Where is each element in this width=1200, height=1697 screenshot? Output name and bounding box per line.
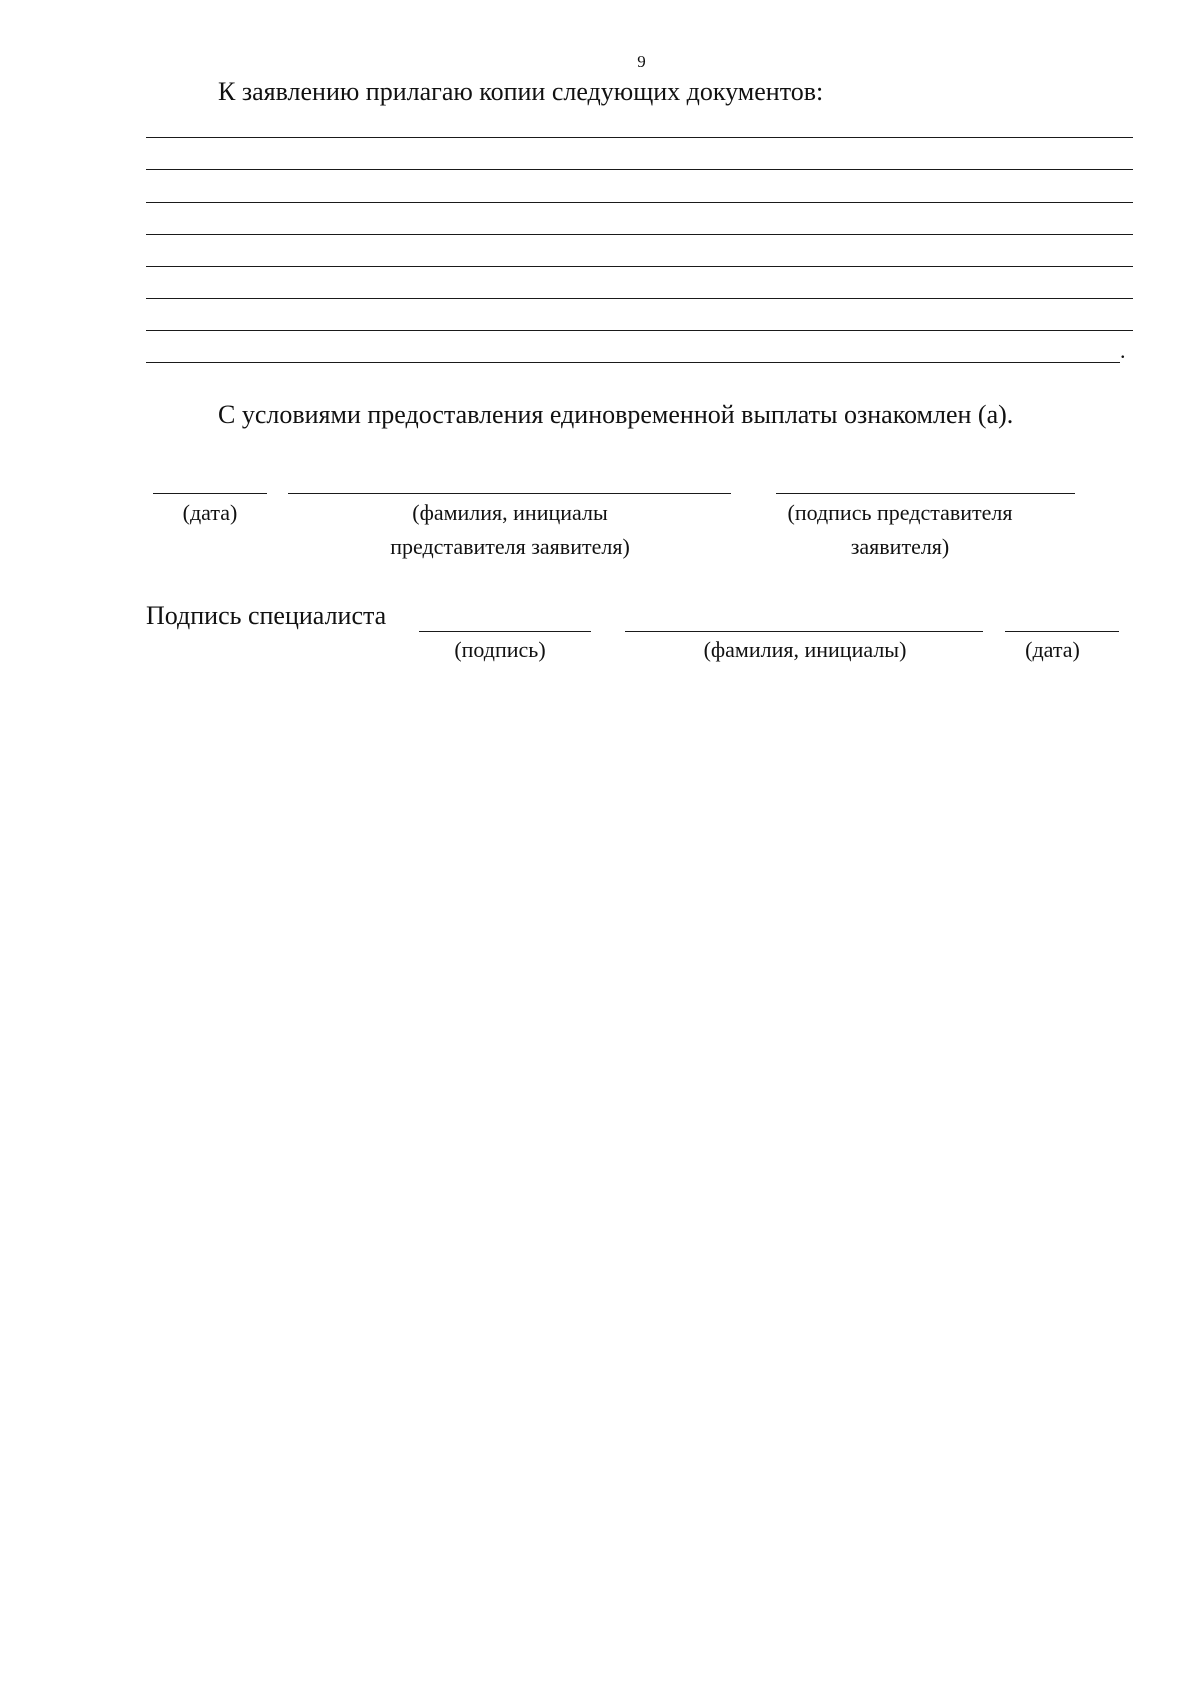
applicant-date-caption: (дата) — [182, 500, 238, 525]
applicant-name-line — [288, 493, 731, 494]
end-mark: . — [1120, 338, 1126, 363]
attachment-line-4 — [146, 234, 1133, 235]
applicant-signature-line — [776, 493, 1075, 494]
attachment-line-7 — [146, 330, 1133, 331]
acknowledgement-text: С условиями предоставления единовременной выплаты ознакомлен (а). — [218, 400, 1014, 429]
attachment-line-2 — [146, 169, 1133, 170]
applicant-name-caption-line1: (фамилия, инициалы — [412, 500, 608, 525]
specialist-signature-caption: (подпись) — [454, 637, 546, 662]
attachment-line-8 — [146, 362, 1120, 363]
attachment-line-5 — [146, 266, 1133, 267]
attachment-line-6 — [146, 298, 1133, 299]
applicant-signature-caption-line1: (подпись представителя — [787, 500, 1013, 525]
attachment-line-1 — [146, 137, 1133, 138]
specialist-date-line — [1005, 631, 1119, 632]
attachments-heading: К заявлению прилагаю копии следующих документов: — [218, 77, 824, 106]
attachment-line-3 — [146, 202, 1133, 203]
specialist-signature-line — [419, 631, 591, 632]
specialist-name-line — [625, 631, 983, 632]
applicant-date-line — [153, 493, 267, 494]
specialist-name-caption: (фамилия, инициалы) — [703, 637, 907, 662]
page-number: 9 — [637, 52, 646, 71]
specialist-label: Подпись специалиста — [146, 601, 387, 630]
specialist-date-caption: (дата) — [1025, 637, 1080, 662]
applicant-name-caption-line2: представителя заявителя) — [390, 534, 630, 559]
applicant-signature-caption-line2: заявителя) — [850, 534, 950, 559]
